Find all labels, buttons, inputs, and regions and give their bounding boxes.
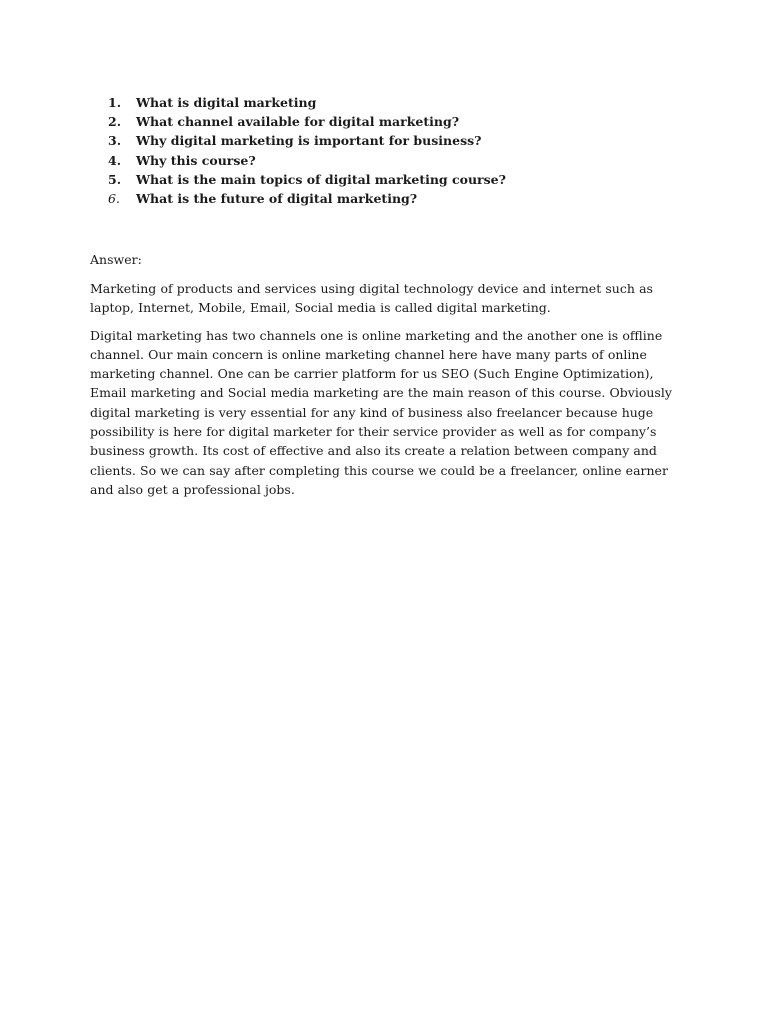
question-item	[108, 170, 668, 189]
question-text: Why digital marketing is important for business?	[136, 133, 482, 149]
question-text: What channel available for digital marketing?	[136, 114, 460, 130]
question-text: What is digital marketing	[136, 95, 317, 110]
answer-section	[90, 250, 690, 507]
answer-paragraph-channels: Digital marketing has two channels one is online marketing and the another one is offline channel. Our main concern is online marketing channel here have many parts of online marketing channel. One can be carrier platform for us SEO (Such Engine Optimization), Email marketing and Social media marketing are the main reason of this course. Obviously digital marketing is very essential for any kind of business also freelancer because huge possibility is here for digital marketer for their service provider as well as for company’s business growth. Its cost of effective and also its create a relation between company and clients. So we can say after completing this course we could be a freelancer, online earner and also get a professional jobs.	[90, 327, 672, 497]
question-item	[108, 151, 668, 170]
question-number: 3.	[108, 133, 122, 149]
question-text: Why this course?	[136, 152, 256, 168]
question-number: 1.	[108, 95, 122, 110]
question-text: What is the main topics of digital marketing course?	[136, 171, 506, 187]
question-item	[108, 131, 668, 150]
question-text: What is the future of digital marketing?	[136, 191, 418, 207]
answer-heading: Answer:	[90, 252, 142, 267]
answer-paragraph-definition: Marketing of products and services using digital technology device and internet such as laptop, Internet, Mobile, Email, Social media is called digital marketing.	[90, 281, 653, 316]
question-item	[108, 112, 668, 131]
question-number: 2.	[108, 114, 122, 130]
question-number: 6.	[108, 191, 120, 207]
question-list	[108, 93, 668, 208]
question-item	[108, 93, 668, 112]
question-number: 4.	[108, 152, 122, 168]
question-number: 5.	[108, 171, 122, 187]
question-item	[108, 189, 668, 208]
